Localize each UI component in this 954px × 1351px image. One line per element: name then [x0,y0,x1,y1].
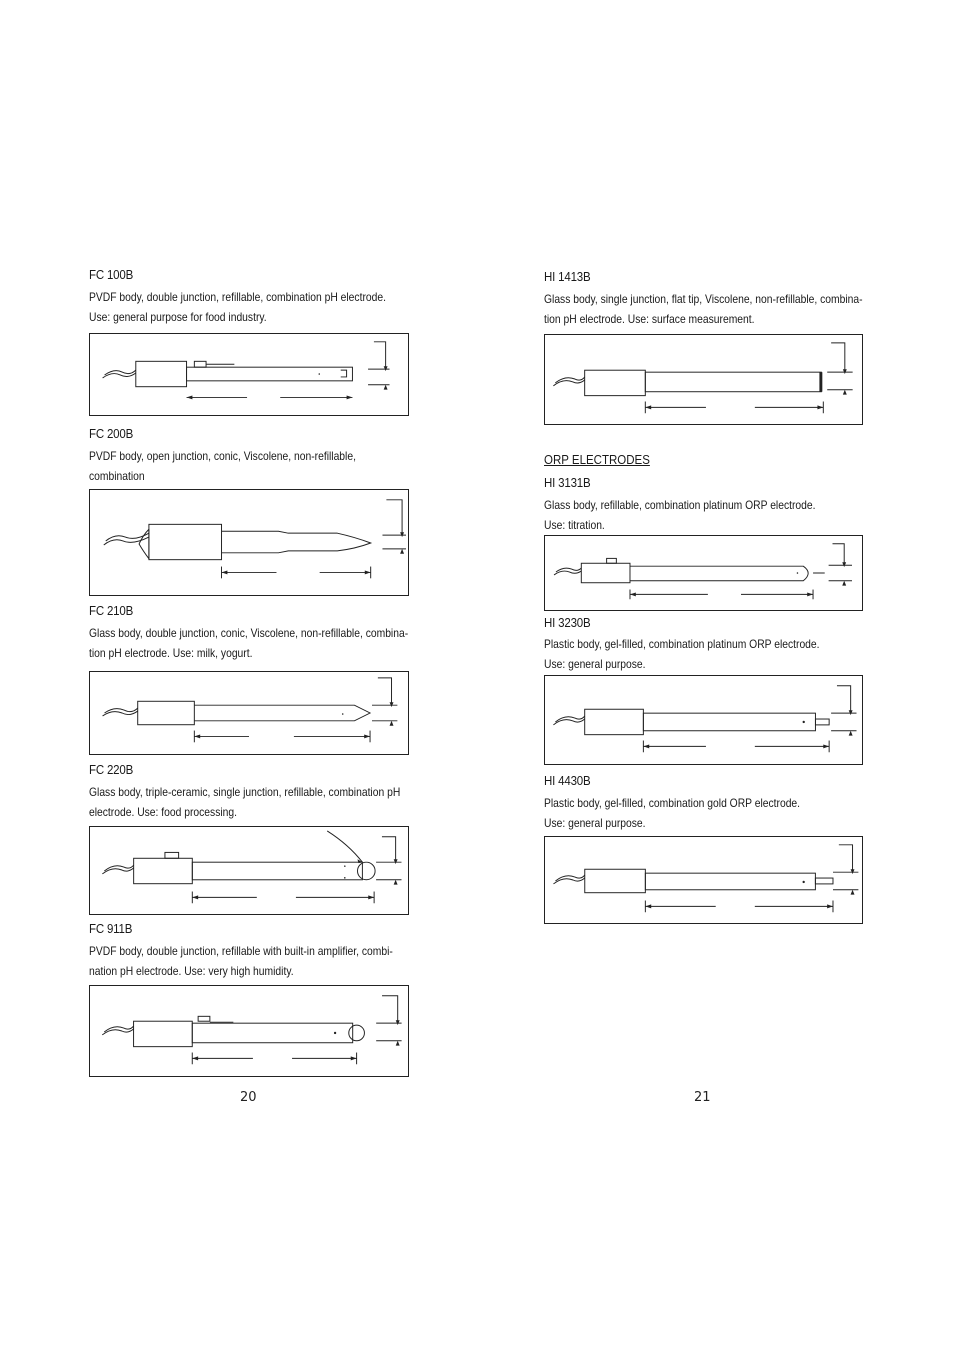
electrode-drawing [90,827,408,914]
electrode-diagram-fc911b [89,985,409,1077]
electrode-drawing [545,335,862,424]
electrode-title: FC 200B [89,427,134,441]
electrode-title: FC 911B [89,922,133,936]
electrode-description: PVDF body, open junction, conic, Viscolene, non-refillable, combination [89,449,356,483]
electrode-description: Glass body, single junction, flat tip, Viscolene, non-refillable, combina- tion pH electrode. Use: surface measurement. [544,292,863,326]
electrode-description: Plastic body, gel-filled, combination gold ORP electrode. Use: general purpose. [544,796,801,830]
electrode-title: HI 4430B [544,774,591,788]
electrode-title: FC 100B [89,268,134,282]
electrode-title: HI 3230B [544,616,591,630]
electrode-description: Glass body, double junction, conic, Viscolene, non-refillable, combina- tion pH electrode. Use: milk, yogurt. [89,626,409,660]
page-number: 20 [240,1090,257,1105]
electrode-diagram-hi1413b [544,334,863,425]
electrode-drawing [545,837,862,923]
section-heading-orp: ORP ELECTRODES [544,453,650,467]
electrode-drawing [90,672,408,754]
electrode-title: FC 220B [89,763,134,777]
electrode-drawing [545,536,862,610]
electrode-diagram-fc200b [89,489,409,596]
electrode-drawing [90,490,408,595]
page-number: 21 [694,1090,711,1105]
electrode-description: PVDF body, double junction, refillable with built-in amplifier, combi- nation pH electrode. Use: very high humidity. [89,944,393,978]
electrode-diagram-hi3131b [544,535,863,611]
electrode-diagram-fc210b [89,671,409,755]
electrode-title: HI 3131B [544,476,591,490]
electrode-title: HI 1413B [544,270,591,284]
electrode-drawing [90,334,408,415]
electrode-description: Plastic body, gel-filled, combination platinum ORP electrode. Use: general purpose. [544,637,820,671]
electrode-description: Glass body, triple-ceramic, single junction, refillable, combination pH electrode. Use: food processing. [89,785,401,819]
electrode-diagram-fc100b [89,333,409,416]
electrode-diagram-hi3230b [544,675,863,765]
electrode-drawing [545,676,862,764]
electrode-description: PVDF body, double junction, refillable, combination pH electrode. Use: general purpose for food industry. [89,290,386,324]
electrode-title: FC 210B [89,604,134,618]
electrode-diagram-hi4430b [544,836,863,924]
electrode-drawing [90,986,408,1076]
electrode-diagram-fc220b [89,826,409,915]
electrode-description: Glass body, refillable, combination platinum ORP electrode. Use: titration. [544,498,816,532]
